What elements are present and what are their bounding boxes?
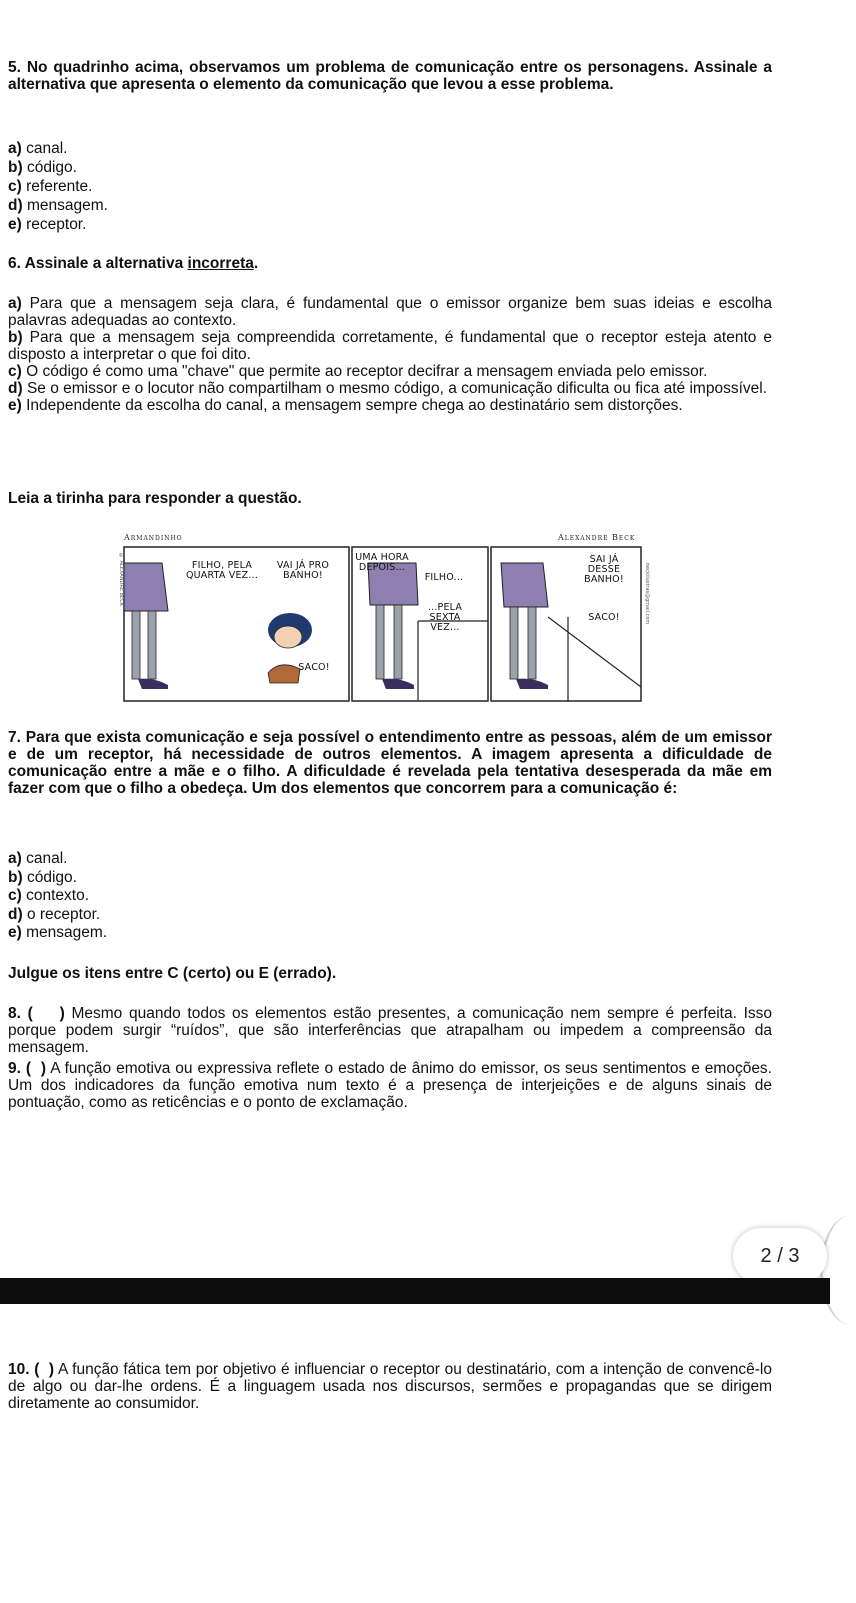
- comic-speech-p1-3: SACO!: [298, 662, 330, 673]
- comic-strip: [118, 533, 654, 719]
- comic-speech-p2-2: FILHO...: [424, 572, 464, 583]
- mother-leg-1b: [148, 611, 156, 679]
- question-5: [8, 59, 772, 93]
- q5-option-c: c) referente.: [8, 178, 93, 195]
- boy-face: [274, 626, 302, 648]
- comic-speech-p2-3: ...PELA SEXTA VEZ...: [427, 602, 463, 633]
- q5-option-b: b) código.: [8, 159, 77, 176]
- q5-option-d: d) mensagem.: [8, 197, 108, 214]
- q6-option-d: d) Se o emissor e o locutor não compartilham o mesmo código, a comunicação dificulta ou fica até impossível.: [8, 380, 768, 397]
- mother-skirt-3: [501, 563, 548, 607]
- question-8-text: Mesmo quando todos os elementos estão presentes, a comunicação nem sempre é perfeita. Isso porque podem surgir “ruídos”, que são interferências que atrapalham ou impedem a compreensão da mensagem.: [8, 1005, 772, 1056]
- question-7-options: [8, 850, 772, 943]
- instruction-read-strip: Leia a tirinha para responder a questão.: [8, 490, 302, 507]
- question-5-number: 5.: [8, 59, 21, 76]
- question-9: 9. ( ) A função emotiva ou expressiva reflete o estado de ânimo do emissor, os seus sentimentos e emoções. Um dos indicadores da função emotiva num texto é a presença de interjeições e de alguns sinais de pontuação, como as reticências e o ponto de exclamação.: [8, 1060, 772, 1111]
- question-8: 8. ( ) Mesmo quando todos os elementos estão presentes, a comunicação nem sempre é perfeita. Isso porque podem surgir “ruídos”, que são interferências que atrapalham ou impedem a compreensão da mensagem.: [8, 1005, 772, 1056]
- comic-speech-p1-2: VAI JÁ PRO BANHO!: [276, 560, 330, 581]
- q6-option-e: e) Independente da escolha do canal, a mensagem sempre chega ao destinatário sem distorções.: [8, 397, 683, 414]
- comic-author: Alexandre Beck: [558, 533, 636, 542]
- mother-skirt-1: [124, 563, 168, 611]
- q7-option-d: d) o receptor.: [8, 905, 101, 923]
- page-indicator: 2 / 3: [733, 1228, 827, 1284]
- question-10: 10. ( ) A função fática tem por objetivo é influenciar o receptor ou destinatário, com a intenção de convencê-lo de algo ou dar-lhe ordens. É a linguagem usada nos discursos, sermões e propagandas que se dirigem diretamente ao consumidor.: [8, 1361, 772, 1412]
- question-5-stem: [8, 59, 772, 93]
- underlined-word: incorreta: [187, 255, 254, 272]
- comic-title: Armandinho: [124, 533, 183, 542]
- q7-option-a: a) canal.: [8, 850, 68, 867]
- q7-option-e: e) mensagem.: [8, 924, 108, 941]
- question-6-options: [8, 295, 772, 414]
- comic-speech-p1-1: FILHO, PELA QUARTA VEZ...: [185, 560, 259, 581]
- q6-option-c: c) O código é como uma "chave" que permite ao receptor decifrar a mensagem enviada pelo emissor.: [8, 363, 708, 380]
- question-10-text: A função fática tem por objetivo é influenciar o receptor ou destinatário, com a intenção de convencê-lo de algo ou dar-lhe ordens. É a linguagem usada nos discursos, sermões e propagandas que se dirigem diretamente ao consumidor.: [8, 1361, 772, 1412]
- question-5-text: No quadrinho acima, observamos um problema de comunicação entre os personagens. Assinale a alternativa que apresenta o elemento da comunicação que levou a esse problema.: [8, 59, 772, 93]
- mother-leg-1a: [132, 611, 140, 679]
- question-7-stem: 7. Para que exista comunicação e seja possível o entendimento entre as pessoas, além de um emissor e de um receptor, há necessidade de outros elementos. A imagem apresenta a dificuldade de comunicação entre a mãe e o filho. A dificuldade é revelada pela tentativa desesperada da mãe em fazer com que o filho a obedeça. Um dos elementos que concorrem para a comunicação é:: [8, 729, 772, 797]
- scroll-edge: [820, 1215, 856, 1325]
- comic-email: beckilustras@gmail.com: [644, 563, 650, 625]
- question-5-options: [8, 139, 772, 234]
- q5-option-e: e) receptor.: [8, 216, 87, 233]
- comic-speech-p2-1: UMA HORA DEPOIS...: [355, 552, 409, 573]
- q6-option-a: a) Para que a mensagem seja clara, é fundamental que o emissor organize bem suas ideias e escolha palavras adequadas ao contexto.: [8, 295, 772, 329]
- q6-option-b: b) Para que a mensagem seja compreendida corretamente, é fundamental que o receptor esteja atento e disposto a interpretar o que foi dito.: [8, 329, 773, 363]
- question-9-text: A função emotiva ou expressiva reflete o estado de ânimo do emissor, os seus sentimentos e emoções. Um dos indicadores da função emotiva num texto é a presença de interjeições e de alguns sinais de pontuação, como as reticências e o ponto de exclamação.: [8, 1060, 772, 1111]
- page-break-divider: [0, 1278, 830, 1304]
- q7-option-b: b) código.: [8, 868, 77, 886]
- question-6-stem: 6. Assinale a alternativa incorreta.: [8, 255, 259, 272]
- instruction-judge: Julgue os itens entre C (certo) ou E (errado).: [8, 965, 337, 982]
- comic-speech-p3-1: SAI JÁ DESSE BANHO!: [584, 554, 624, 585]
- comic-copyright: © ALEXANDRE BECK: [118, 553, 124, 606]
- q7-option-c: c) contexto.: [8, 887, 90, 904]
- q5-option-a: a) canal.: [8, 140, 68, 157]
- comic-speech-p3-2: SACO!: [588, 612, 620, 623]
